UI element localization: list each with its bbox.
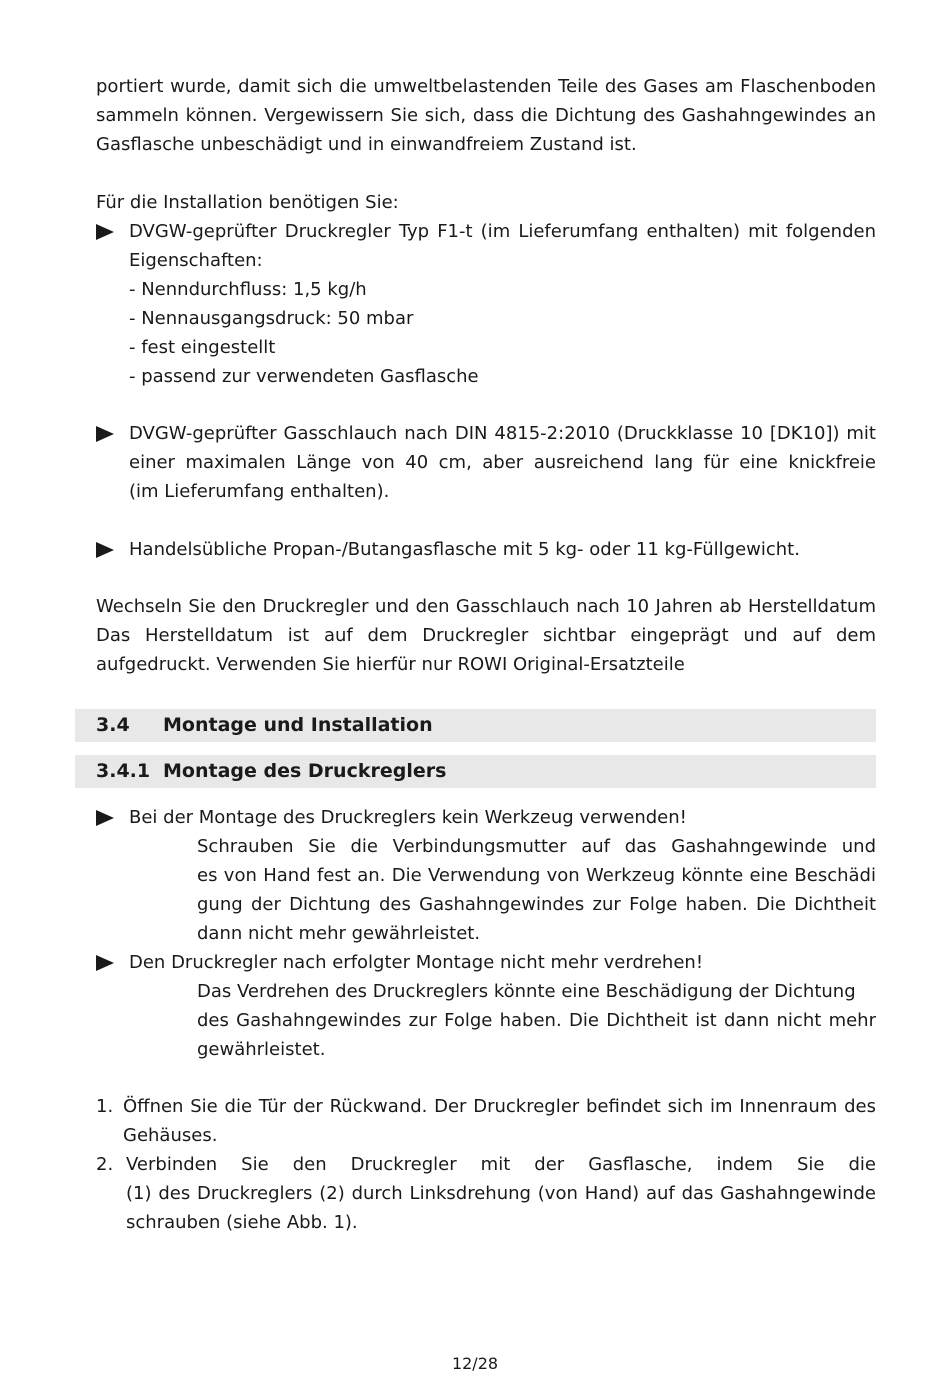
section-number: 3.4 (96, 714, 130, 736)
bullet-text (129, 419, 876, 506)
text-line: Eigenschaften: (129, 250, 263, 271)
section-heading-3-4 (75, 709, 876, 742)
step-number: 2. (96, 1154, 114, 1175)
text-line: Den Druckregler nach erfolgter Montage nicht mehr verdrehen! (129, 952, 704, 973)
arrow-bullet-icon (96, 224, 114, 240)
intro-paragraph (96, 72, 876, 159)
text-line: es von Hand fest an. Die Verwendung von Werkzeug könnte eine Beschädi (197, 865, 876, 886)
text-line: des Gashahngewindes zur Folge haben. Die Dichtheit ist dann nicht mehr (197, 1010, 876, 1031)
bullet-text (129, 535, 876, 564)
text-line: Das Verdrehen des Druckreglers könnte eine Beschädigung der Dichtung (197, 981, 856, 1002)
step-number: 1. (96, 1096, 114, 1117)
section-number: 3.4.1 (96, 760, 151, 782)
text-line: Das Herstelldatum ist auf dem Druckregler sichtbar eingeprägt und auf dem (96, 625, 876, 646)
text-line: gewährleistet. (197, 1039, 326, 1060)
arrow-bullet-icon (96, 810, 114, 826)
arrow-bullet-icon (96, 426, 114, 442)
warning-explanation (197, 977, 876, 1064)
warning-headline (129, 948, 876, 977)
text-line: Öffnen Sie die Tür der Rückwand. Der Druckregler befindet sich im Innenraum des (123, 1096, 876, 1117)
text-line: schrauben (siehe Abb. 1). (126, 1212, 358, 1233)
text-line: einer maximalen Länge von 40 cm, aber ausreichend lang für eine knickfreie (129, 452, 876, 473)
arrow-bullet-icon (96, 542, 114, 558)
text-line: Bei der Montage des Druckreglers kein Werkzeug verwenden! (129, 807, 687, 828)
text-line: Gehäuses. (123, 1125, 218, 1146)
bullet-text (129, 217, 876, 275)
text-line: Handelsübliche Propan-/Butangasflasche mit 5 kg- oder 11 kg-Füllgewicht. (129, 539, 800, 560)
property-item: - passend zur verwendeten Gasflasche (129, 366, 479, 387)
text-line: Für die Installation benötigen Sie: (96, 192, 399, 213)
warning-headline (129, 803, 876, 832)
text-line: sammeln können. Vergewissern Sie sich, dass die Dichtung des Gashahngewindes an (96, 105, 876, 126)
property-item: - Nenndurchfluss: 1,5 kg/h (129, 279, 367, 300)
text-line: dann nicht mehr gewährleistet. (197, 923, 481, 944)
property-item: - fest eingestellt (129, 337, 276, 358)
section-heading-3-4-1 (75, 755, 876, 788)
text-line: DVGW-geprüfter Druckregler Typ F1-t (im Lieferumfang enthalten) mit folgenden (129, 221, 876, 242)
warning-explanation (197, 832, 876, 948)
property-item: - Nennausgangsdruck: 50 mbar (129, 308, 414, 329)
text-line: Gasflasche unbeschädigt und in einwandfreiem Zustand ist. (96, 134, 637, 155)
replacement-paragraph (96, 592, 876, 679)
text-line: Schrauben Sie die Verbindungsmutter auf das Gashahngewinde und (197, 836, 876, 857)
text-line: portiert wurde, damit sich die umweltbelastenden Teile des Gases am Flaschenboden (96, 76, 876, 97)
section-title: Montage des Druckreglers (163, 760, 447, 782)
text-line: (1) des Druckreglers (2) durch Linksdrehung (von Hand) auf das Gashahngewinde (126, 1183, 876, 1204)
text-line: aufgedruckt. Verwenden Sie hierfür nur ROWI Original-Ersatzteile (96, 654, 685, 675)
text-line: (im Lieferumfang enthalten). (129, 481, 390, 502)
step-text (126, 1150, 876, 1237)
text-line: Verbinden Sie den Druckregler mit der Gasflasche, indem Sie die (126, 1154, 876, 1175)
arrow-bullet-icon (96, 955, 114, 971)
page-number: 12/28 (451, 1354, 499, 1373)
text-line: DVGW-geprüfter Gasschlauch nach DIN 4815-2:2010 (Druckklasse 10 [DK10]) mit (129, 423, 876, 444)
text-line: Wechseln Sie den Druckregler und den Gasschlauch nach 10 Jahren ab Herstelldatum (96, 596, 876, 617)
section-title: Montage und Installation (163, 714, 433, 736)
step-text (123, 1092, 876, 1150)
text-line: gung der Dichtung des Gashahngewindes zur Folge haben. Die Dichtheit (197, 894, 876, 915)
requirements-lead (96, 188, 876, 217)
